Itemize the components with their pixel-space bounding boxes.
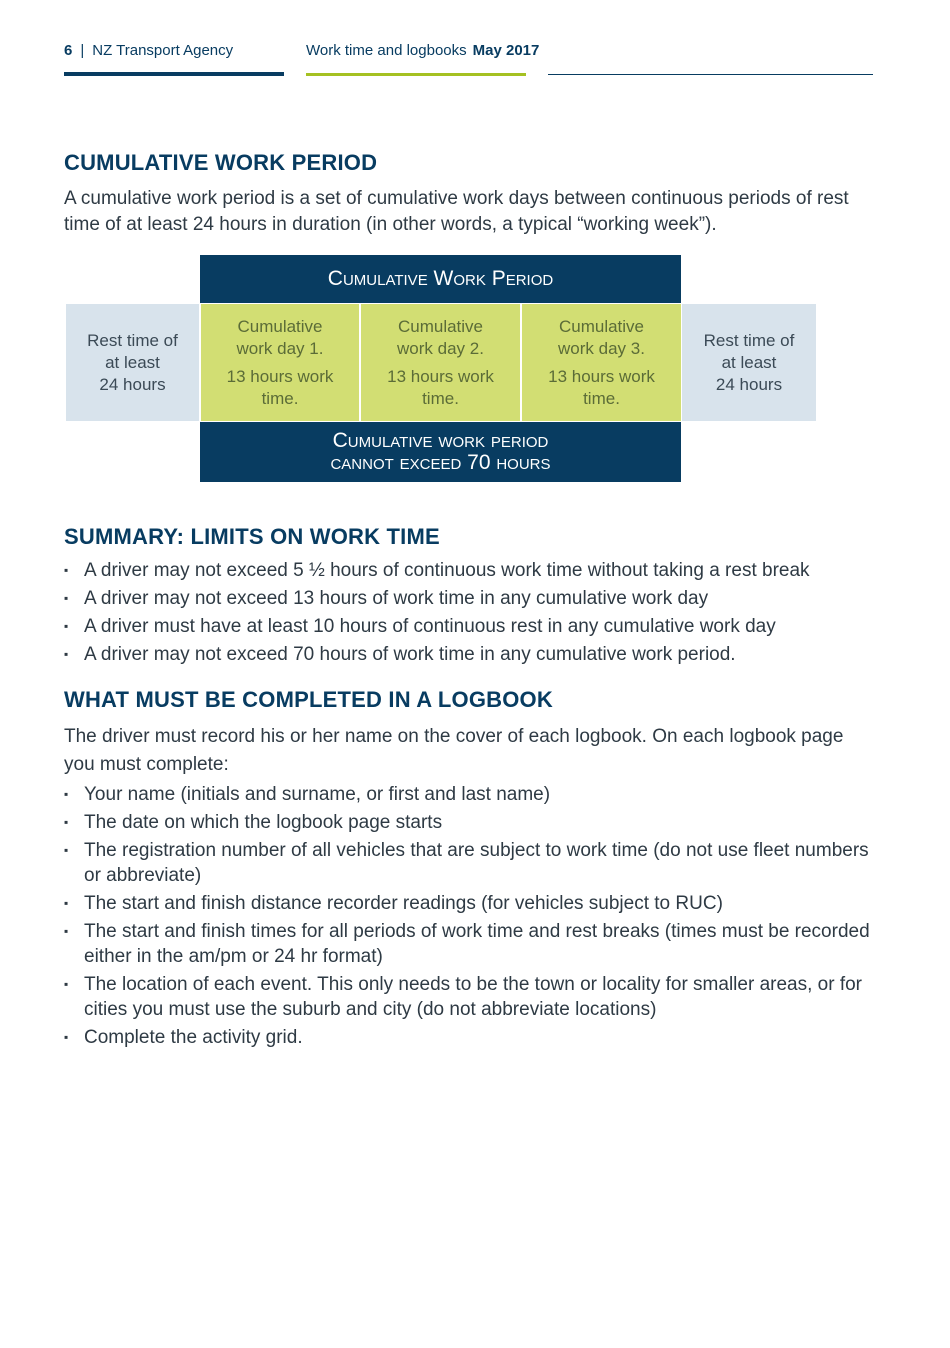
rest-time-left	[66, 304, 199, 421]
list-item: ▪ Your name (initials and surname, or first and last name)	[64, 782, 884, 807]
page-number: 6	[64, 42, 73, 59]
list-item: ▪ A driver may not exceed 5 ½ hours of continuous work time without taking a rest break	[64, 558, 884, 583]
header-rule-green	[306, 73, 526, 76]
doc-title: Work time and logbooks	[306, 42, 467, 59]
list-item: ▪ A driver may not exceed 70 hours of work time in any cumulative work period.	[64, 642, 884, 667]
summary-limits-list	[64, 558, 884, 670]
list-item: ▪ A driver must have at least 10 hours of continuous rest in any cumulative work day	[64, 614, 884, 639]
list-item: ▪ A driver may not exceed 13 hours of work time in any cumulative work day	[64, 586, 884, 611]
list-item: ▪ The date on which the logbook page starts	[64, 810, 884, 835]
day2-line1: Cumulative	[397, 316, 484, 336]
list-item: ▪ The registration number of all vehicles that are subject to work time (do not use fleet numbers or abbreviate)	[64, 838, 884, 888]
day3-line4: time.	[583, 388, 620, 408]
header-rule-navy	[64, 72, 284, 76]
header-separator: |	[80, 42, 85, 59]
cumulative-work-day-3	[522, 304, 681, 421]
diagram-bottom-label	[200, 422, 681, 482]
rest-left-line3: 24 hours	[99, 374, 166, 394]
diagram-top-label: Cumulative Work Period	[200, 255, 681, 303]
day3-line2: work day 3.	[558, 338, 645, 358]
rest-left-line1: Rest time of	[87, 330, 178, 350]
rest-time-right	[682, 304, 816, 421]
section-title-summary-limits: SUMMARY: LIMITS ON WORK TIME	[64, 524, 440, 549]
list-item: ▪ The start and finish times for all periods of work time and rest breaks (times must be recorded either in the am/pm or 24 hr format)	[64, 919, 884, 969]
section-title-logbook-requirements: WHAT MUST BE COMPLETED IN A LOGBOOK	[64, 687, 553, 712]
section-title-cumulative-work-period: CUMULATIVE WORK PERIOD	[64, 150, 378, 175]
rest-left-line2: at least	[105, 352, 160, 372]
list-item: ▪ Complete the activity grid.	[64, 1025, 884, 1050]
cumulative-work-day-1	[201, 304, 359, 421]
bottom-label-line1: Cumulative work period	[332, 429, 549, 452]
section-intro-logbook: The driver must record his or her name on the cover of each logbook. On each logbook page you must complete:	[64, 726, 844, 775]
rest-right-line3: 24 hours	[715, 374, 783, 394]
day2-line3: 13 hours work	[387, 366, 494, 386]
day3-line3: 13 hours work	[548, 366, 655, 386]
header-page-info	[64, 42, 233, 59]
day2-line4: time.	[422, 388, 459, 408]
bottom-label-line2: cannot exceed 70 hours	[330, 451, 551, 474]
day1-line3: 13 hours work	[226, 366, 334, 386]
rest-right-line2: at least	[721, 352, 777, 372]
day1-line1: Cumulative	[237, 316, 323, 336]
header-doc-info	[306, 42, 539, 59]
day1-line2: work day 1.	[236, 338, 324, 358]
list-item: ▪ The start and finish distance recorder readings (for vehicles subject to RUC)	[64, 891, 884, 916]
agency-name: NZ Transport Agency	[92, 42, 234, 59]
section-body-cumulative-work-period: A cumulative work period is a set of cumulative work days between continuous periods of rest time of at least 24 hours in duration (in other words, a typical “working week”).	[64, 188, 849, 235]
logbook-requirements-list	[64, 782, 884, 1053]
doc-date: May 2017	[472, 42, 540, 59]
list-item: ▪ The location of each event. This only needs to be the town or locality for smaller areas, or for cities you must use the suburb and city (do not abbreviate locations)	[64, 972, 884, 1022]
rest-right-line1: Rest time of	[703, 330, 795, 350]
cumulative-work-day-2	[361, 304, 520, 421]
day3-line1: Cumulative	[558, 316, 645, 336]
header-rule-thin	[548, 74, 873, 75]
day1-line4: time.	[261, 388, 299, 408]
day2-line2: work day 2.	[397, 338, 484, 358]
